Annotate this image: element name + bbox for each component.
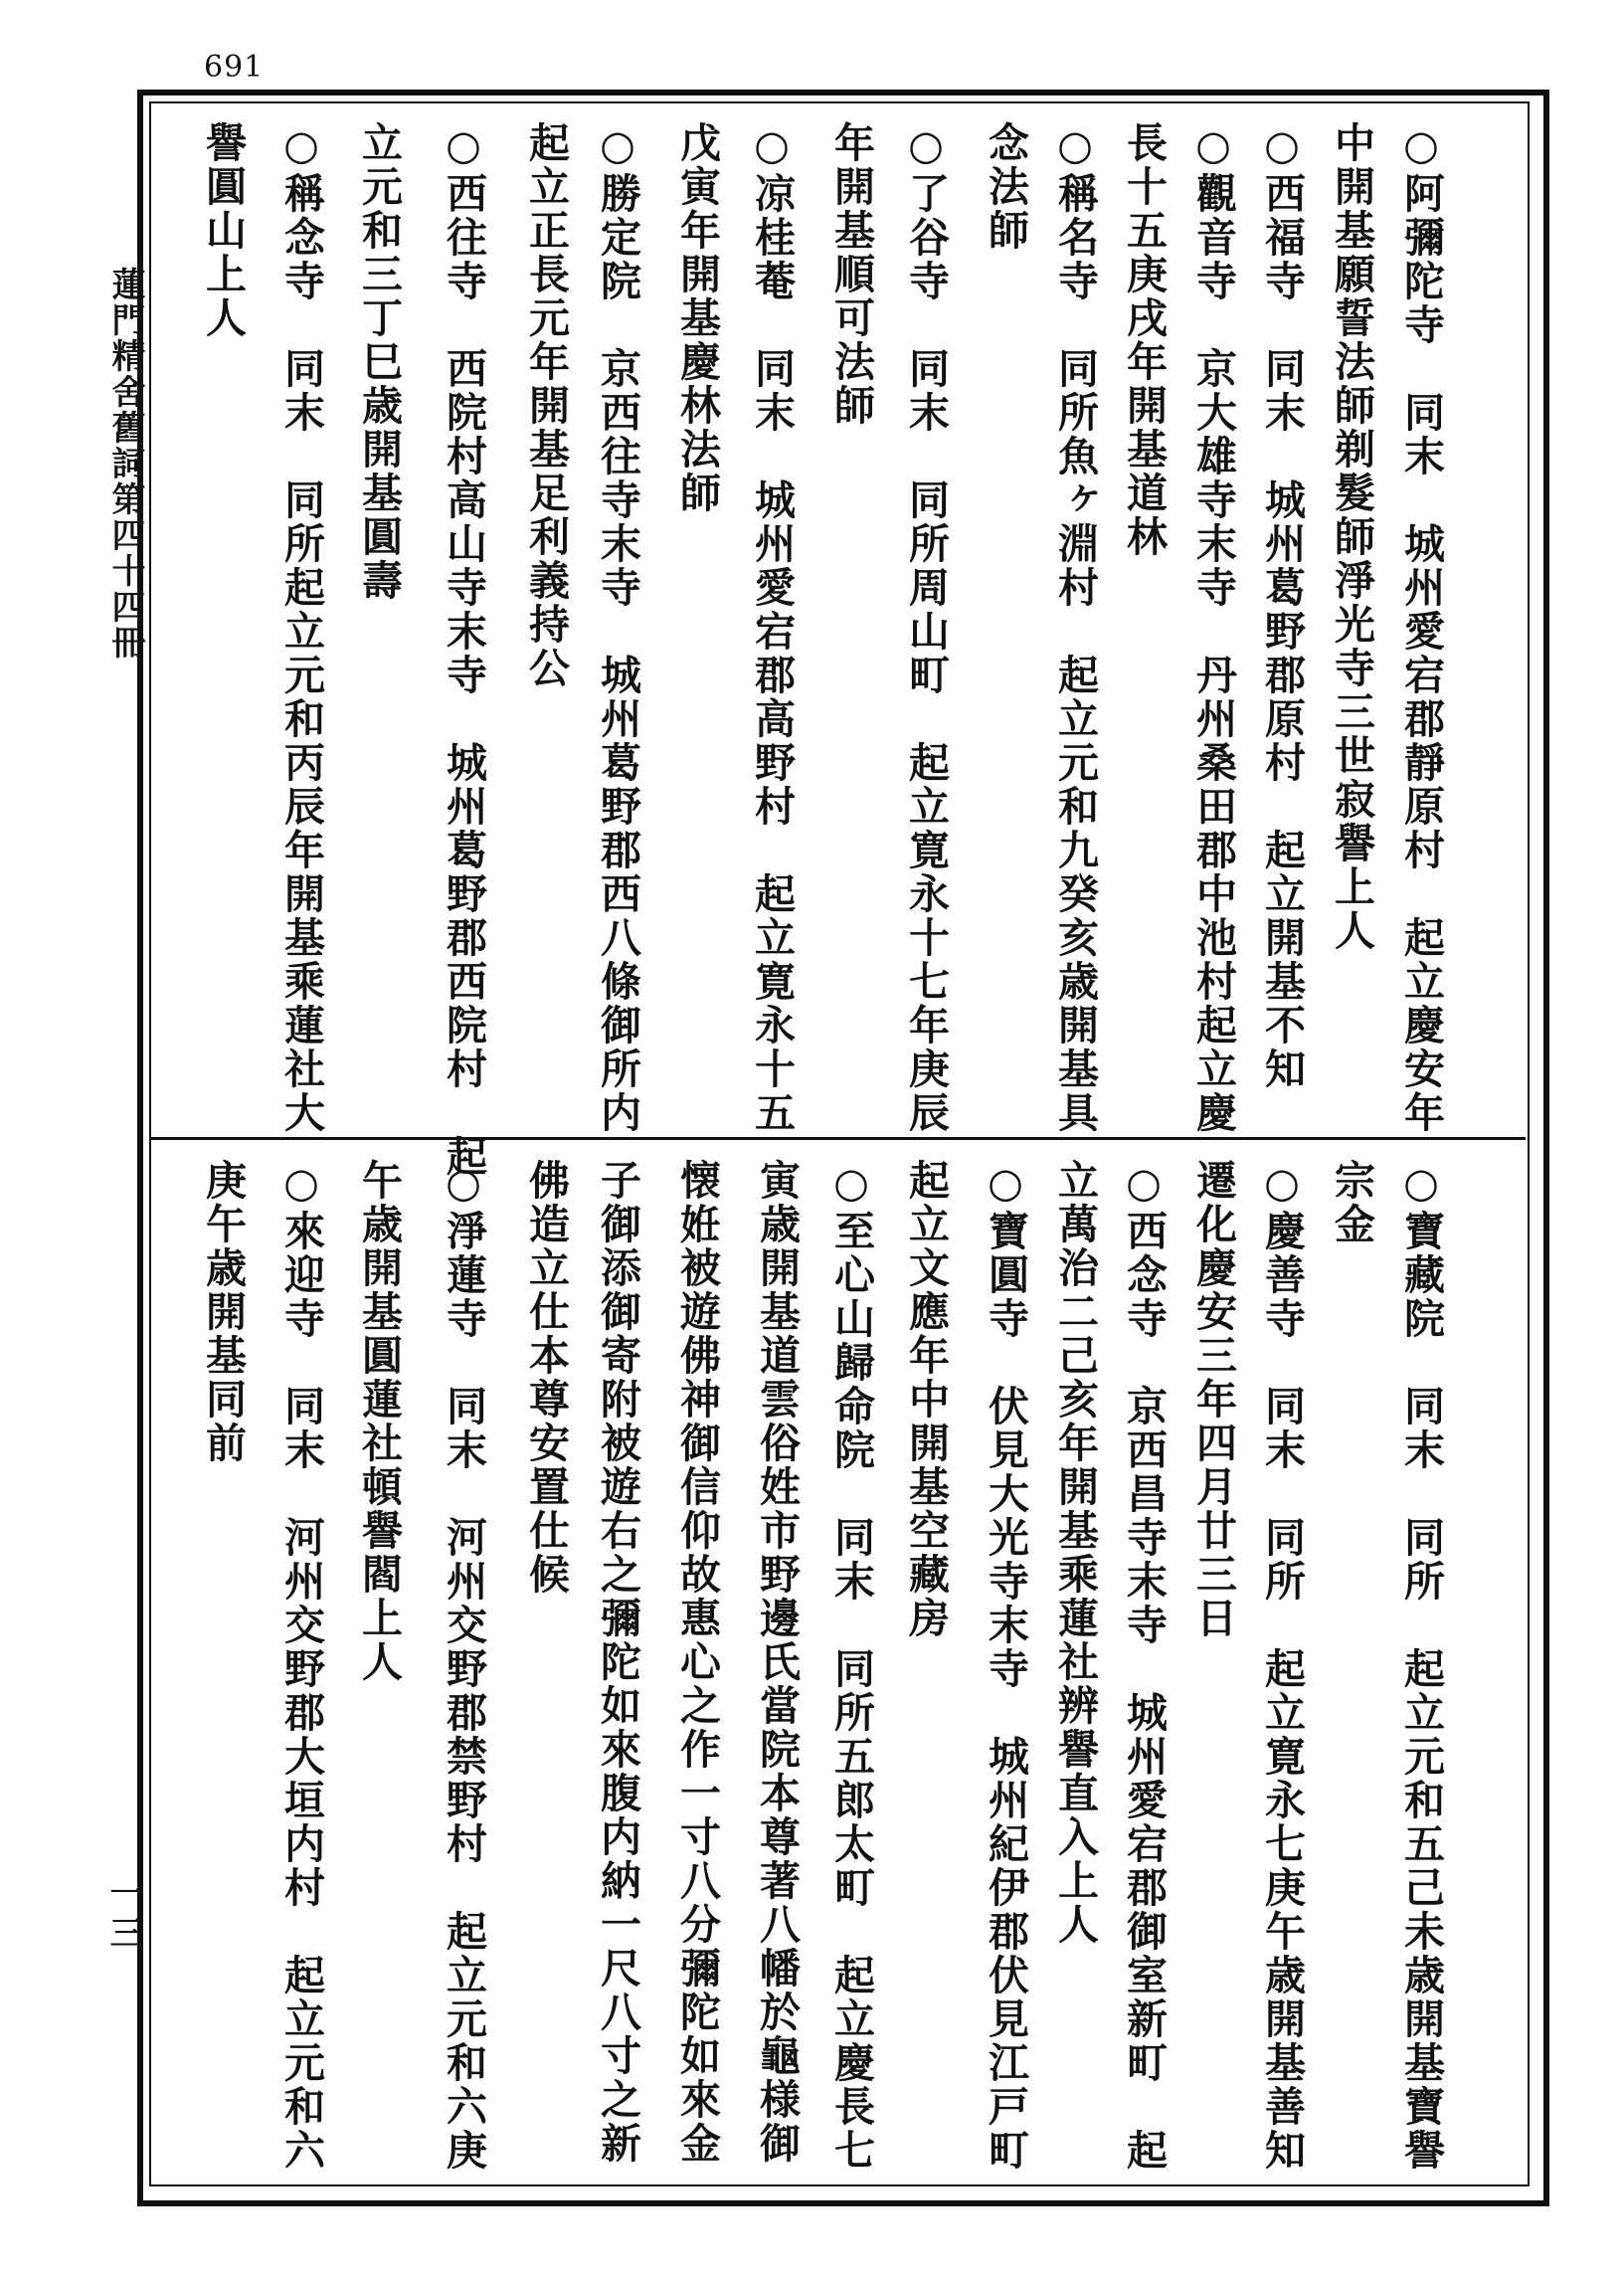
lower-column: 起立文應年中開基空藏房 [902, 1159, 950, 1640]
lower-column: ○寶藏院 同末 同所 起立元和五己未歳開基寶譽 [1397, 1159, 1445, 2173]
upper-column: ○稱念寺 同末 同所起立元和丙辰年開基乘蓮社大 [277, 121, 325, 1135]
horizontal-divider [149, 1137, 1526, 1140]
side-title: 蓮門精舍舊詞第四十四冊 [105, 267, 145, 661]
lower-column: ○來迎寺 同末 河州交野郡大垣内村 起立元和六 [277, 1159, 325, 2173]
lower-column: ○淨蓮寺 同末 河州交野郡禁野村 起立元和六庚 [440, 1159, 487, 2173]
upper-column: 長十五庚戌年開基道林 [1120, 121, 1168, 559]
lower-column: 午歳開基圓蓮社頓譽閻上人 [355, 1159, 403, 1684]
upper-column: 戊寅年開基慶林法師 [673, 121, 721, 515]
lower-column: 立萬治二己亥年開基乘蓮社辨譽直入上人 [1051, 1159, 1099, 1947]
upper-column: 譽圓山上人 [199, 121, 247, 340]
upper-column: 念法師 [982, 121, 1029, 253]
upper-column: ○西福寺 同末 城州葛野郡原村 起立開基不知 [1258, 121, 1306, 1091]
upper-column: 中開基願誓法師剃髮師淨光寺三世寂譽上人 [1328, 121, 1375, 953]
folio-number: 一三 [103, 1875, 143, 1955]
page-number: 691 [204, 50, 265, 85]
upper-column: ○稱名寺 同所魚ヶ淵村 起立元和九癸亥歳開基具 [1051, 121, 1099, 1135]
upper-column: 起立正長元年開基足利義持公 [522, 121, 570, 690]
lower-column: 佛造立仕本尊安置仕候 [522, 1159, 570, 1597]
lower-column: 寅歳開基道雲俗姓市野邊氏當院本尊著八幡於龜様御 [753, 1159, 801, 2166]
lower-column: 懐姙被遊佛神御信仰故惠心之作一寸八分彌陀如來金 [673, 1159, 721, 2166]
lower-column: ○寶圓寺 伏見大光寺末寺 城州紀伊郡伏見江戸町 [982, 1159, 1029, 2173]
lower-column: 遷化慶安三年四月廿三日 [1189, 1159, 1237, 1640]
upper-column: 立元和三丁巳歳開基圓壽 [355, 121, 403, 603]
upper-column: 年開基順可法師 [827, 121, 875, 428]
lower-column: 子御添御寄附被遊右之彌陀如來腹内納一尺八寸之新 [594, 1159, 641, 2166]
lower-column: ○至心山歸命院 同末 同所五郎太町 起立慶長七 [827, 1159, 875, 2173]
upper-column: ○觀音寺 京大雄寺末寺 丹州桑田郡中池村起立慶 [1189, 121, 1237, 1135]
upper-column: ○西往寺 西院村高山寺末寺 城州葛野郡西院村 起 [440, 121, 487, 1179]
upper-column: ○勝定院 京西往寺末寺 城州葛野郡西八條御所内 [594, 121, 641, 1135]
upper-column: ○凉桂菴 同末 城州愛宕郡高野村 起立寛永十五 [748, 121, 796, 1135]
lower-column: 庚午歳開基同前 [199, 1159, 247, 1465]
lower-column: ○慶善寺 同末 同所 起立寛永七庚午歳開基善知 [1258, 1159, 1306, 2173]
lower-column: 宗金 [1328, 1159, 1375, 1246]
lower-column: ○西念寺 京西昌寺末寺 城州愛宕郡御室新町 起 [1120, 1159, 1168, 2173]
upper-column: ○阿彌陀寺 同末 城州愛宕郡靜原村 起立慶安年 [1397, 121, 1445, 1135]
upper-column: ○了谷寺 同末 同所周山町 起立寛永十七年庚辰 [902, 121, 950, 1135]
